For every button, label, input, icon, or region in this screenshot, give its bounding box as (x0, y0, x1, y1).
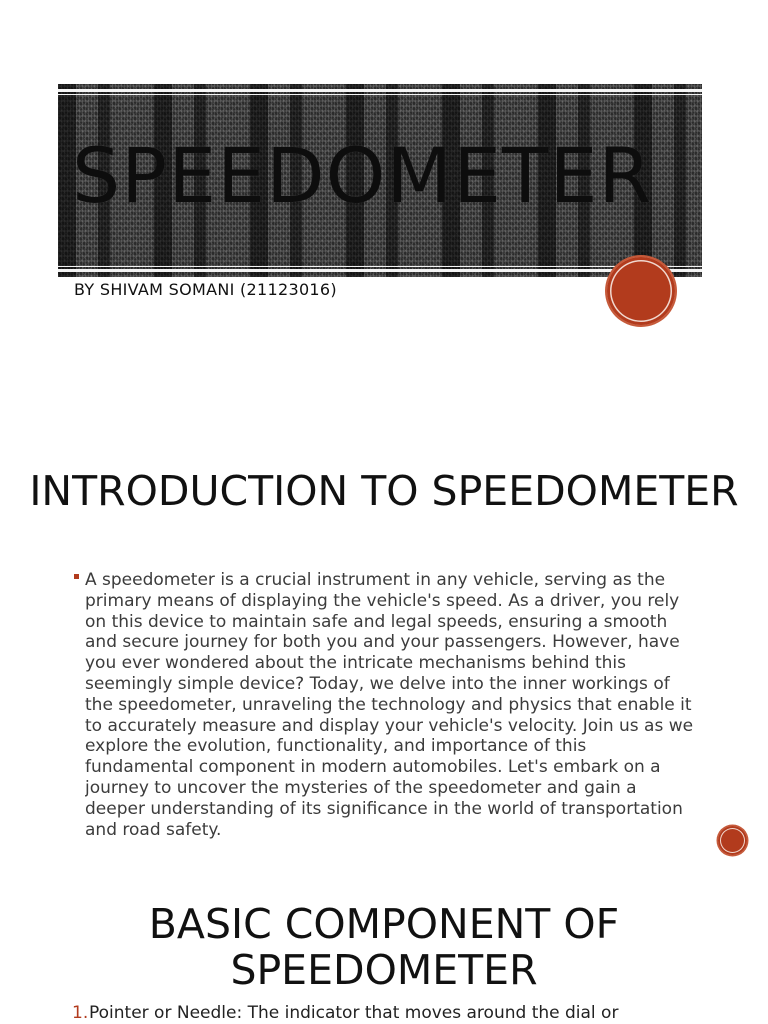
square-bullet-icon (74, 574, 79, 579)
slide-title-text: SPEEDOMETER (72, 131, 653, 220)
slide-subtitle: BY SHIVAM SOMANI (21123016) (74, 280, 337, 299)
slide-basic-components (0, 870, 768, 1024)
list-item: Pointer or Needle: The indicator that moves around the dial or (89, 1003, 619, 1023)
banner-rule (58, 269, 702, 272)
slide-introduction (0, 424, 768, 864)
decorative-circle (607, 257, 675, 325)
slide-heading: INTRODUCTION TO SPEEDOMETER (29, 467, 739, 515)
bullet-paragraph: A speedometer is a crucial instrument in any vehicle, serving as the primary means of displaying the vehicle's speed. As a driver, you rely on this device to maintain safe and legal speeds, ensuring a smooth and secure journey for both you and your passengers. However, have you ever wondered about the intricate mechanisms behind this seemingly simple device? Today, we delve into the inner workings of the speedometer, unraveling the technology and physics that enable it to accurately measure and display your vehicle's velocity. Join us as we explore the evolution, functionality, and importance of this fundamental component in modern automobiles. Let's embark on a journey to uncover the mysteries of the speedometer and gain a deeper understanding of its significance in the world of transportation and road safety. (85, 570, 694, 840)
banner-rule (58, 94, 702, 95)
banner-rule (58, 266, 702, 267)
slide-title (0, 0, 768, 420)
banner-rule (58, 89, 702, 92)
slide-heading: BASIC COMPONENT OF SPEEDOMETER (148, 900, 620, 994)
list-number: 1. (72, 1003, 89, 1023)
decorative-circle (718, 826, 747, 855)
